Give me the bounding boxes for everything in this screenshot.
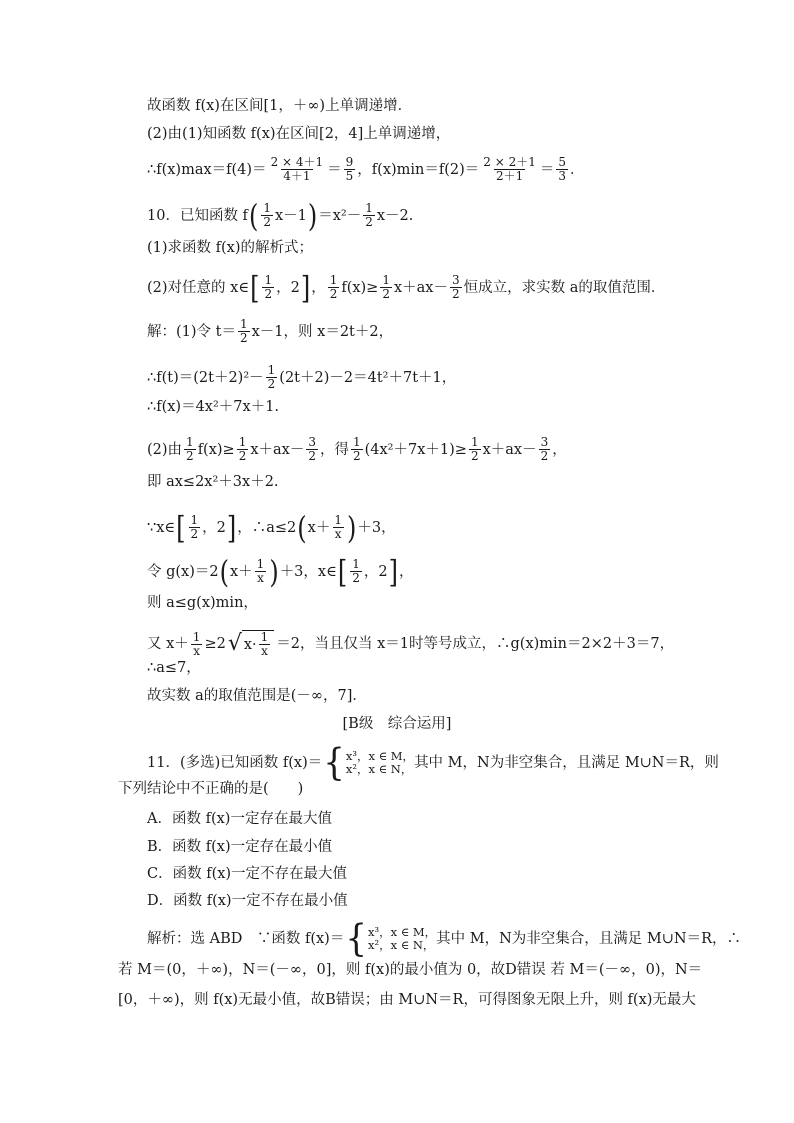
section-heading: [B级 综合运用] xyxy=(342,716,452,732)
text-line xyxy=(147,124,684,144)
text-line: 则 a≤g(x)min， xyxy=(147,595,258,611)
text: ∴f(x)max＝f(4)＝ xyxy=(147,161,267,178)
solution-line: 令 g(x)＝2 ( x＋ $\frac{1}{x}$ ) ＋3，x∈ [ $\frac{1}{2}$ ，2 ] ， xyxy=(147,553,414,590)
fraction: $\frac{5}{3}$ xyxy=(558,155,567,183)
text-line: 下列结论中不正确的是( ) xyxy=(118,781,304,797)
text: (2)由(1)知函数 f(x)在区间[2，4]上单调递增， xyxy=(147,126,451,142)
solution-line: 解：(1)令 t＝ $\frac{1}{2}$ x－1，则 x＝2t＋2， xyxy=(147,317,394,345)
text-line: 若 M＝(0，＋∞)，N＝(－∞，0]，则 f(x)的最小值为 0，故D错误 若 M＝(－∞，0)，N＝ xyxy=(118,962,703,978)
text: ，f(x)min＝f(2)＝ xyxy=(357,161,480,178)
text-line: [0，＋∞)，则 f(x)无最小值，故B错误；由 M∪N＝R，可得图象无限上升，则 f(x)无最大 xyxy=(118,992,696,1008)
text-line: 即 ax≤2x²＋3x＋2. xyxy=(147,474,279,490)
text: 故函数 f(x)在区间[1，＋∞)上单调递增． xyxy=(147,98,413,114)
option-c: C．函数 f(x)一定不存在最大值 xyxy=(147,866,348,882)
text-line xyxy=(147,96,684,116)
text-line: ∴a≤7， xyxy=(147,660,201,676)
fraction: $\frac{9}{5}$ xyxy=(345,155,354,183)
text-line: (1)求函数 f(x)的解析式； xyxy=(147,240,314,256)
problem-10-part-2: (2)对任意的 x∈ [ $\frac{1}{2}$ ，2 ] ， $\frac{1}{2}$ f(x)≥ $\frac{1}{2}$ x＋ax－ $\frac{3}{2}$ 恒成立，求实数 a的取值范围． xyxy=(147,269,666,306)
problem-11: 11．(多选)已知函数 f(x)＝ { x³，x ∈ M， x²，x ∈ N， 其中 M，N为非空集合，且满足 M∪N＝R，则 xyxy=(147,741,719,785)
max-min-equation: ∴f(x)max＝f(4)＝ $\frac{2 \times 4+1}{4+1}$ ＝ $\frac{9}{5}$ ，f(x)min＝f(2)＝ $\frac{2 \times 2+1}{2+1}$ ＝ $\frac{5}{3}$ ． xyxy=(147,155,585,183)
option-a: A．函数 f(x)一定存在最大值 xyxy=(147,811,332,827)
piecewise: x³，x ∈ M， x²，x ∈ N， xyxy=(367,925,437,952)
solution-line: ∴f(t)＝(2t＋2)²－ $\frac{1}{2}$ (2t＋2)－2＝4t²＋7t＋1， xyxy=(147,363,457,391)
sqrt: √ x· $\frac{1}{x}$ xyxy=(228,630,274,658)
analysis-line: 解析：选 ABD ∵函数 f(x)＝ { x³，x ∈ M， x²，x ∈ N， 其中 M，N为非空集合，且满足 M∪N＝R，∴ xyxy=(147,917,742,961)
option-d: D．函数 f(x)一定不存在最小值 xyxy=(147,893,348,909)
solution-line: 又 x＋ $\frac{1}{x}$ ≥2 √ x· $\frac{1}{x}$ ＝2，当且仅当 x＝1时等号成立，∴g(x)min＝2×2＋3＝7， xyxy=(147,629,675,658)
option-b: B．函数 f(x)一定存在最小值 xyxy=(147,839,333,855)
solution-line: (2)由 $\frac{1}{2}$ f(x)≥ $\frac{1}{2}$ x＋ax－ $\frac{3}{2}$ ，得 $\frac{1}{2}$ (4x²＋7x＋1)≥ $\frac{1}{2}$ x＋ax－ $\frac{3}{2}$ ， xyxy=(147,435,567,463)
text-line: ∴f(x)＝4x²＋7x＋1. xyxy=(147,399,280,415)
piecewise: x³，x ∈ M， x²，x ∈ N， xyxy=(345,749,415,776)
problem-10: 10．已知函数 f ( $\frac{1}{2}$ x－1 ) ＝x²－ $\frac{1}{2}$ x－2. xyxy=(147,197,414,234)
solution-line: ∵x∈ [ $\frac{1}{2}$ ，2 ] ，∴a≤2 ( x＋ $\frac{1}{x}$ ) ＋3， xyxy=(147,509,396,546)
fraction: $\frac{2 \times 2+1}{2+1}$ xyxy=(483,155,536,183)
fraction: $\frac{2 \times 4+1}{4+1}$ xyxy=(270,155,324,183)
text-line: 故实数 a的取值范围是(－∞，7]． xyxy=(147,688,367,704)
